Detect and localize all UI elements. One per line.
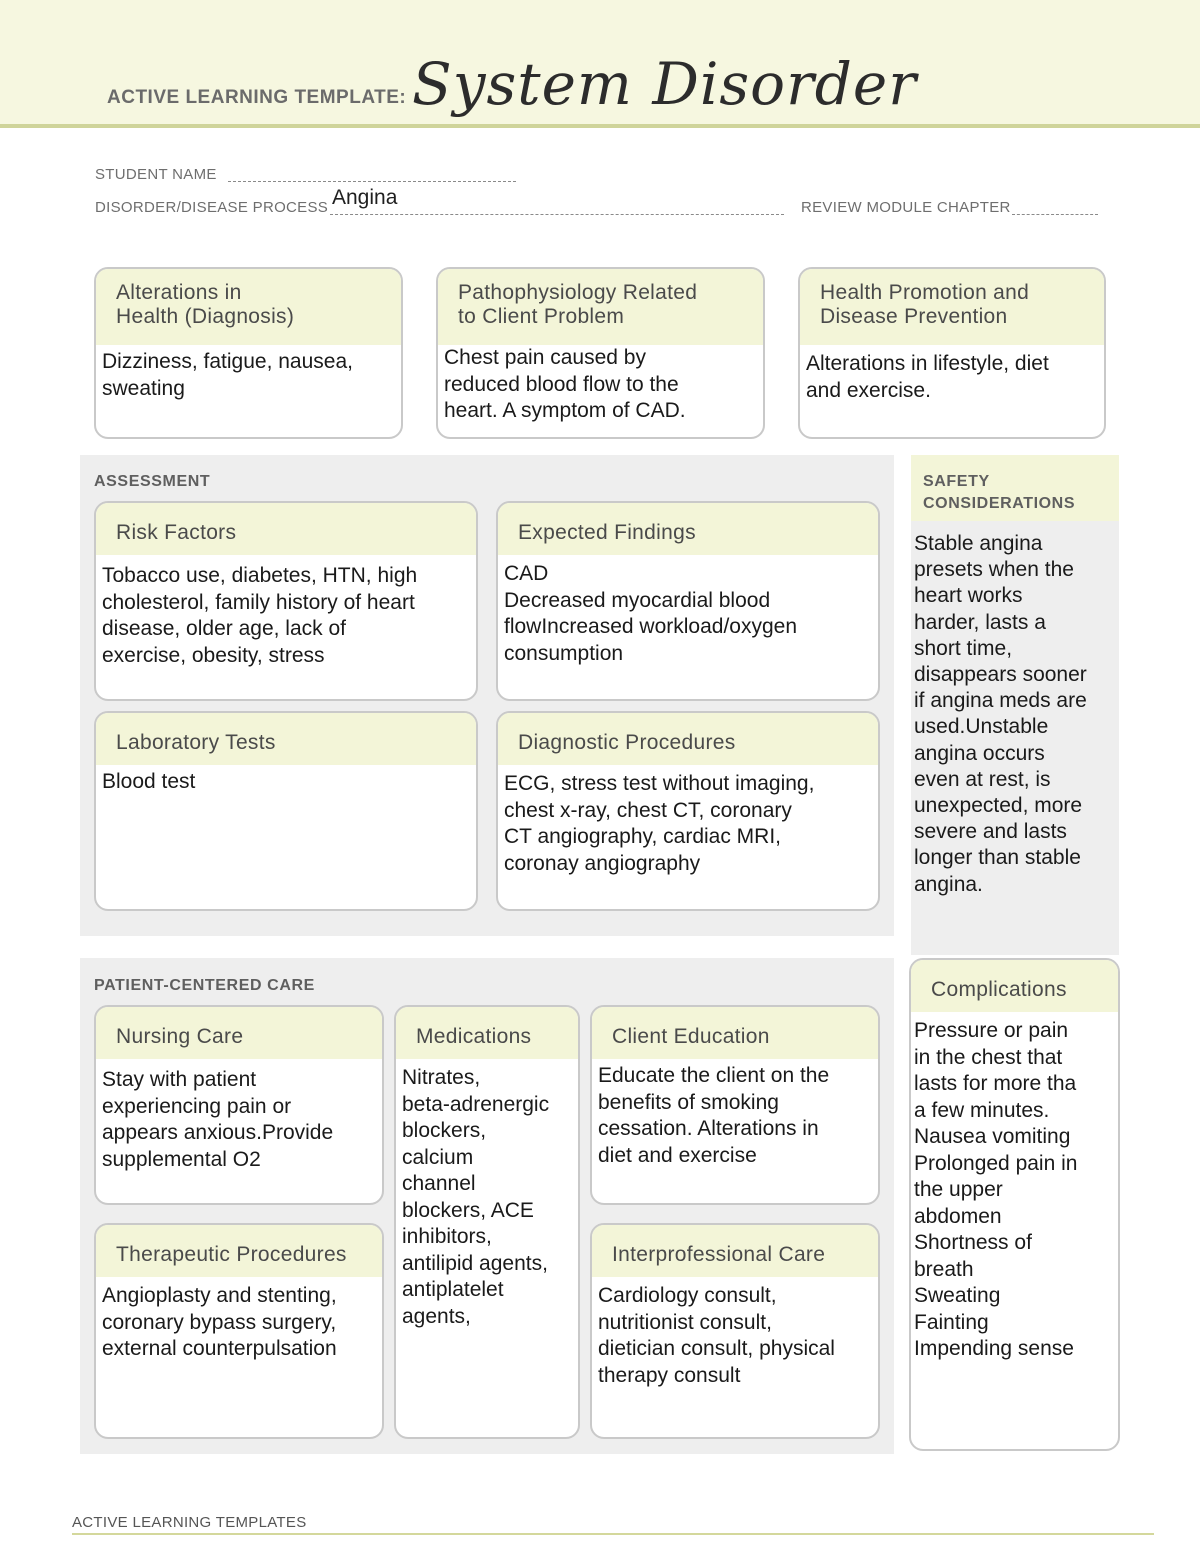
card-body: Pressure or pain in the chest that lasts for more tha a few minutes. Nausea vomiting Prolonged pain in the upper abdomen Shortness of breath Sweating Fainting Impending sense	[914, 1019, 1078, 1360]
card-title: Alterations in Health (Diagnosis)	[96, 269, 401, 345]
card-body: Angioplasty and stenting, coronary bypass surgery, external counterpulsation	[102, 1284, 337, 1360]
card-nursing-care	[94, 1005, 384, 1205]
card-body: Alterations in lifestyle, diet and exercise.	[806, 352, 1049, 402]
card-body: Blood test	[102, 770, 196, 793]
safety-considerations-body: Stable angina presets when the heart works harder, lasts a short time, disappears sooner if angina meds are used.Unstable angina occurs even at rest, is unexpected, more severe and lasts longer than stable angina.	[911, 521, 1119, 955]
card-body: ECG, stress test without imaging, chest x-ray, chest CT, coronary CT angiography, cardiac MRI, coronay angiography	[504, 772, 815, 875]
card-body: Tobacco use, diabetes, HTN, high cholesterol, family history of heart disease, older age, lack of exercise, obesity, stress	[102, 564, 418, 667]
card-body: Chest pain caused by reduced blood flow to the heart. A symptom of CAD.	[444, 346, 686, 422]
card-diagnostic-procedures	[496, 711, 880, 911]
card-title: Therapeutic Procedures	[96, 1225, 382, 1277]
card-title: Laboratory Tests	[96, 713, 476, 765]
card-title: Pathophysiology Related to Client Problem	[438, 269, 763, 345]
card-medications	[394, 1005, 580, 1439]
card-title: Expected Findings	[498, 503, 878, 555]
card-title: Client Education	[592, 1007, 878, 1059]
patient-centered-care-label: PATIENT-CENTERED CARE	[94, 977, 315, 994]
card-title: Interprofessional Care	[592, 1225, 878, 1277]
card-body: CAD Decreased myocardial blood flowIncreased workload/oxygen consumption	[504, 562, 797, 665]
card-alterations-in-health	[94, 267, 403, 439]
assessment-label: ASSESSMENT	[94, 473, 211, 490]
safety-considerations-title: SAFETY CONSIDERATIONS	[911, 455, 1119, 521]
template-label: ACTIVE LEARNING TEMPLATE:	[107, 87, 407, 108]
card-title: Diagnostic Procedures	[498, 713, 878, 765]
header-divider	[0, 124, 1200, 128]
page-title: System Disorder	[412, 50, 917, 118]
card-pathophysiology	[436, 267, 765, 439]
card-title: Health Promotion and Disease Prevention	[800, 269, 1104, 345]
card-title: Complications	[911, 960, 1118, 1012]
card-interprofessional-care	[590, 1223, 880, 1439]
card-complications	[909, 958, 1120, 1451]
footer-label: ACTIVE LEARNING TEMPLATES	[72, 1514, 307, 1531]
review-module-field[interactable]	[1012, 214, 1098, 215]
card-laboratory-tests	[94, 711, 478, 911]
card-body: Educate the client on the benefits of smoking cessation. Alterations in diet and exercise	[598, 1064, 830, 1167]
card-client-education	[590, 1005, 880, 1205]
disorder-label: DISORDER/DISEASE PROCESS	[95, 199, 329, 216]
card-body: Dizziness, fatigue, nausea, sweating	[102, 350, 353, 400]
student-name-label: STUDENT NAME	[95, 166, 217, 183]
card-body: Cardiology consult, nutritionist consult, dietician consult, physical therapy consult	[598, 1284, 835, 1387]
card-expected-findings	[496, 501, 880, 701]
card-health-promotion	[798, 267, 1106, 439]
student-name-field[interactable]	[228, 181, 516, 182]
disorder-value: Angina	[332, 186, 398, 209]
card-body: Stay with patient experiencing pain or appears anxious.Provide supplemental O2	[102, 1068, 334, 1171]
card-title: Risk Factors	[96, 503, 476, 555]
card-title: Nursing Care	[96, 1007, 382, 1059]
card-risk-factors	[94, 501, 478, 701]
disorder-field[interactable]	[330, 214, 784, 215]
footer-divider	[72, 1533, 1154, 1535]
card-therapeutic-procedures	[94, 1223, 384, 1439]
card-title: Medications	[396, 1007, 578, 1059]
review-module-label: REVIEW MODULE CHAPTER	[801, 199, 1011, 216]
card-body: Nitrates, beta-adrenergic blockers, calcium channel blockers, ACE inhibitors, antilipid agents, antiplatelet agents,	[402, 1066, 550, 1328]
